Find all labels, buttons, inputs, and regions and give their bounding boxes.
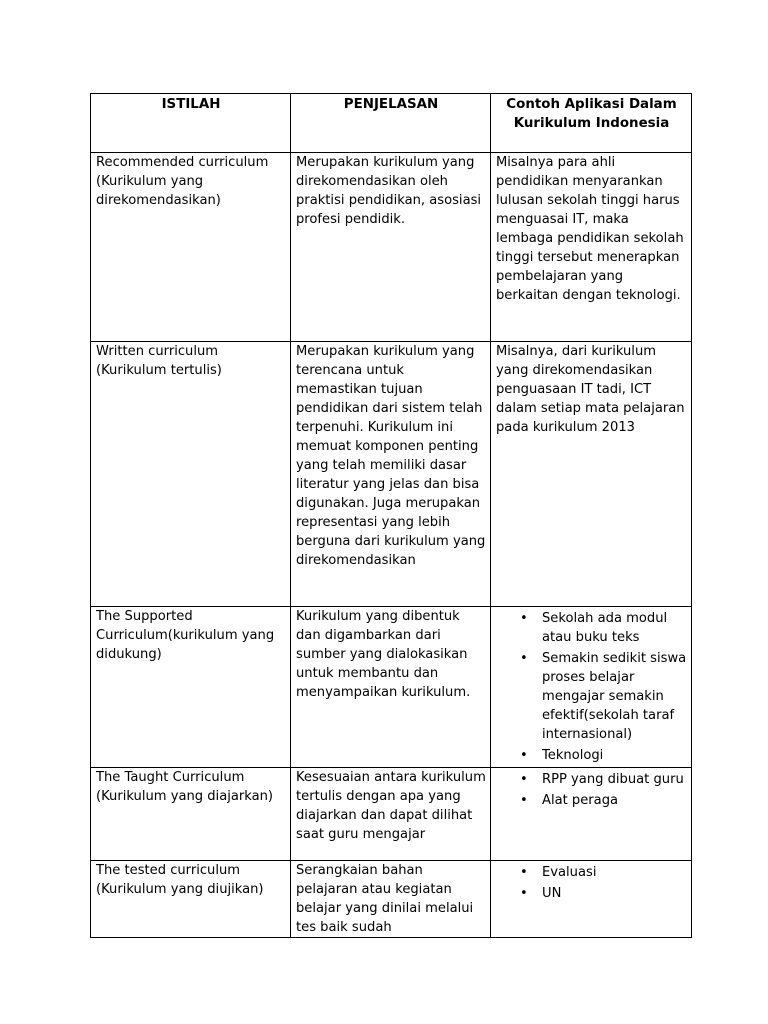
header-istilah: ISTILAH bbox=[91, 94, 291, 153]
header-contoh: Contoh Aplikasi Dalam Kurikulum Indonesia bbox=[491, 94, 692, 153]
list-item: • UN bbox=[542, 884, 687, 903]
list-item: • RPP yang dibuat guru bbox=[542, 770, 687, 789]
cell-istilah: Written curriculum (Kurikulum tertulis) bbox=[91, 342, 291, 607]
cell-contoh bbox=[491, 768, 692, 861]
cell-penjelasan: Serangkaian bahan pelajaran atau kegiatan belajar yang dinilai melalui tes baik sudah bbox=[291, 861, 491, 938]
cell-istilah: The Taught Curriculum (Kurikulum yang diajarkan) bbox=[91, 768, 291, 861]
bullet-list bbox=[496, 863, 687, 903]
table-row bbox=[91, 153, 692, 342]
cell-contoh bbox=[491, 861, 692, 938]
list-item: • Teknologi bbox=[542, 746, 687, 765]
table-row bbox=[91, 342, 692, 607]
list-item: • Evaluasi bbox=[542, 863, 687, 882]
cell-contoh: Misalnya para ahli pendidikan menyarankan lulusan sekolah tinggi harus menguasai IT, maka lembaga pendidikan sekolah tinggi tersebut menerapkan pembelajaran yang berkaitan dengan teknologi. bbox=[491, 153, 692, 342]
curriculum-table bbox=[90, 93, 692, 938]
cell-contoh: Misalnya, dari kurikulum yang direkomendasikan penguasaan IT tadi, ICT dalam setiap mata pelajaran pada kurikulum 2013 bbox=[491, 342, 692, 607]
cell-penjelasan: Kesesuaian antara kurikulum tertulis dengan apa yang diajarkan dan dapat dilihat saat guru mengajar bbox=[291, 768, 491, 861]
table-row bbox=[91, 607, 692, 768]
cell-istilah: Recommended curriculum (Kurikulum yang direkomendasikan) bbox=[91, 153, 291, 342]
list-item: • Sekolah ada modul atau buku teks bbox=[542, 609, 687, 647]
cell-penjelasan: Kurikulum yang dibentuk dan digambarkan dari sumber yang dialokasikan untuk membantu dan menyampaikan kurikulum. bbox=[291, 607, 491, 768]
header-penjelasan: PENJELASAN bbox=[291, 94, 491, 153]
list-item: • Semakin sedikit siswa proses belajar mengajar semakin efektif(sekolah taraf internasional) bbox=[542, 649, 687, 744]
cell-penjelasan: Merupakan kurikulum yang terencana untuk memastikan tujuan pendidikan dari sistem telah terpenuhi. Kurikulum ini memuat komponen penting yang telah memiliki dasar literatur yang jelas dan bisa digunakan. Juga merupakan representasi yang lebih berguna dari kurikulum yang direkomendasikan bbox=[291, 342, 491, 607]
list-item: • Alat peraga bbox=[542, 791, 687, 810]
cell-istilah: The Supported Curriculum(kurikulum yang didukung) bbox=[91, 607, 291, 768]
cell-istilah: The tested curriculum (Kurikulum yang diujikan) bbox=[91, 861, 291, 938]
table-row bbox=[91, 768, 692, 861]
cell-contoh bbox=[491, 607, 692, 768]
table-header-row bbox=[91, 94, 692, 153]
cell-penjelasan: Merupakan kurikulum yang direkomendasikan oleh praktisi pendidikan, asosiasi profesi pendidik. bbox=[291, 153, 491, 342]
bullet-list bbox=[496, 770, 687, 810]
bullet-list bbox=[496, 609, 687, 765]
table-row bbox=[91, 861, 692, 938]
